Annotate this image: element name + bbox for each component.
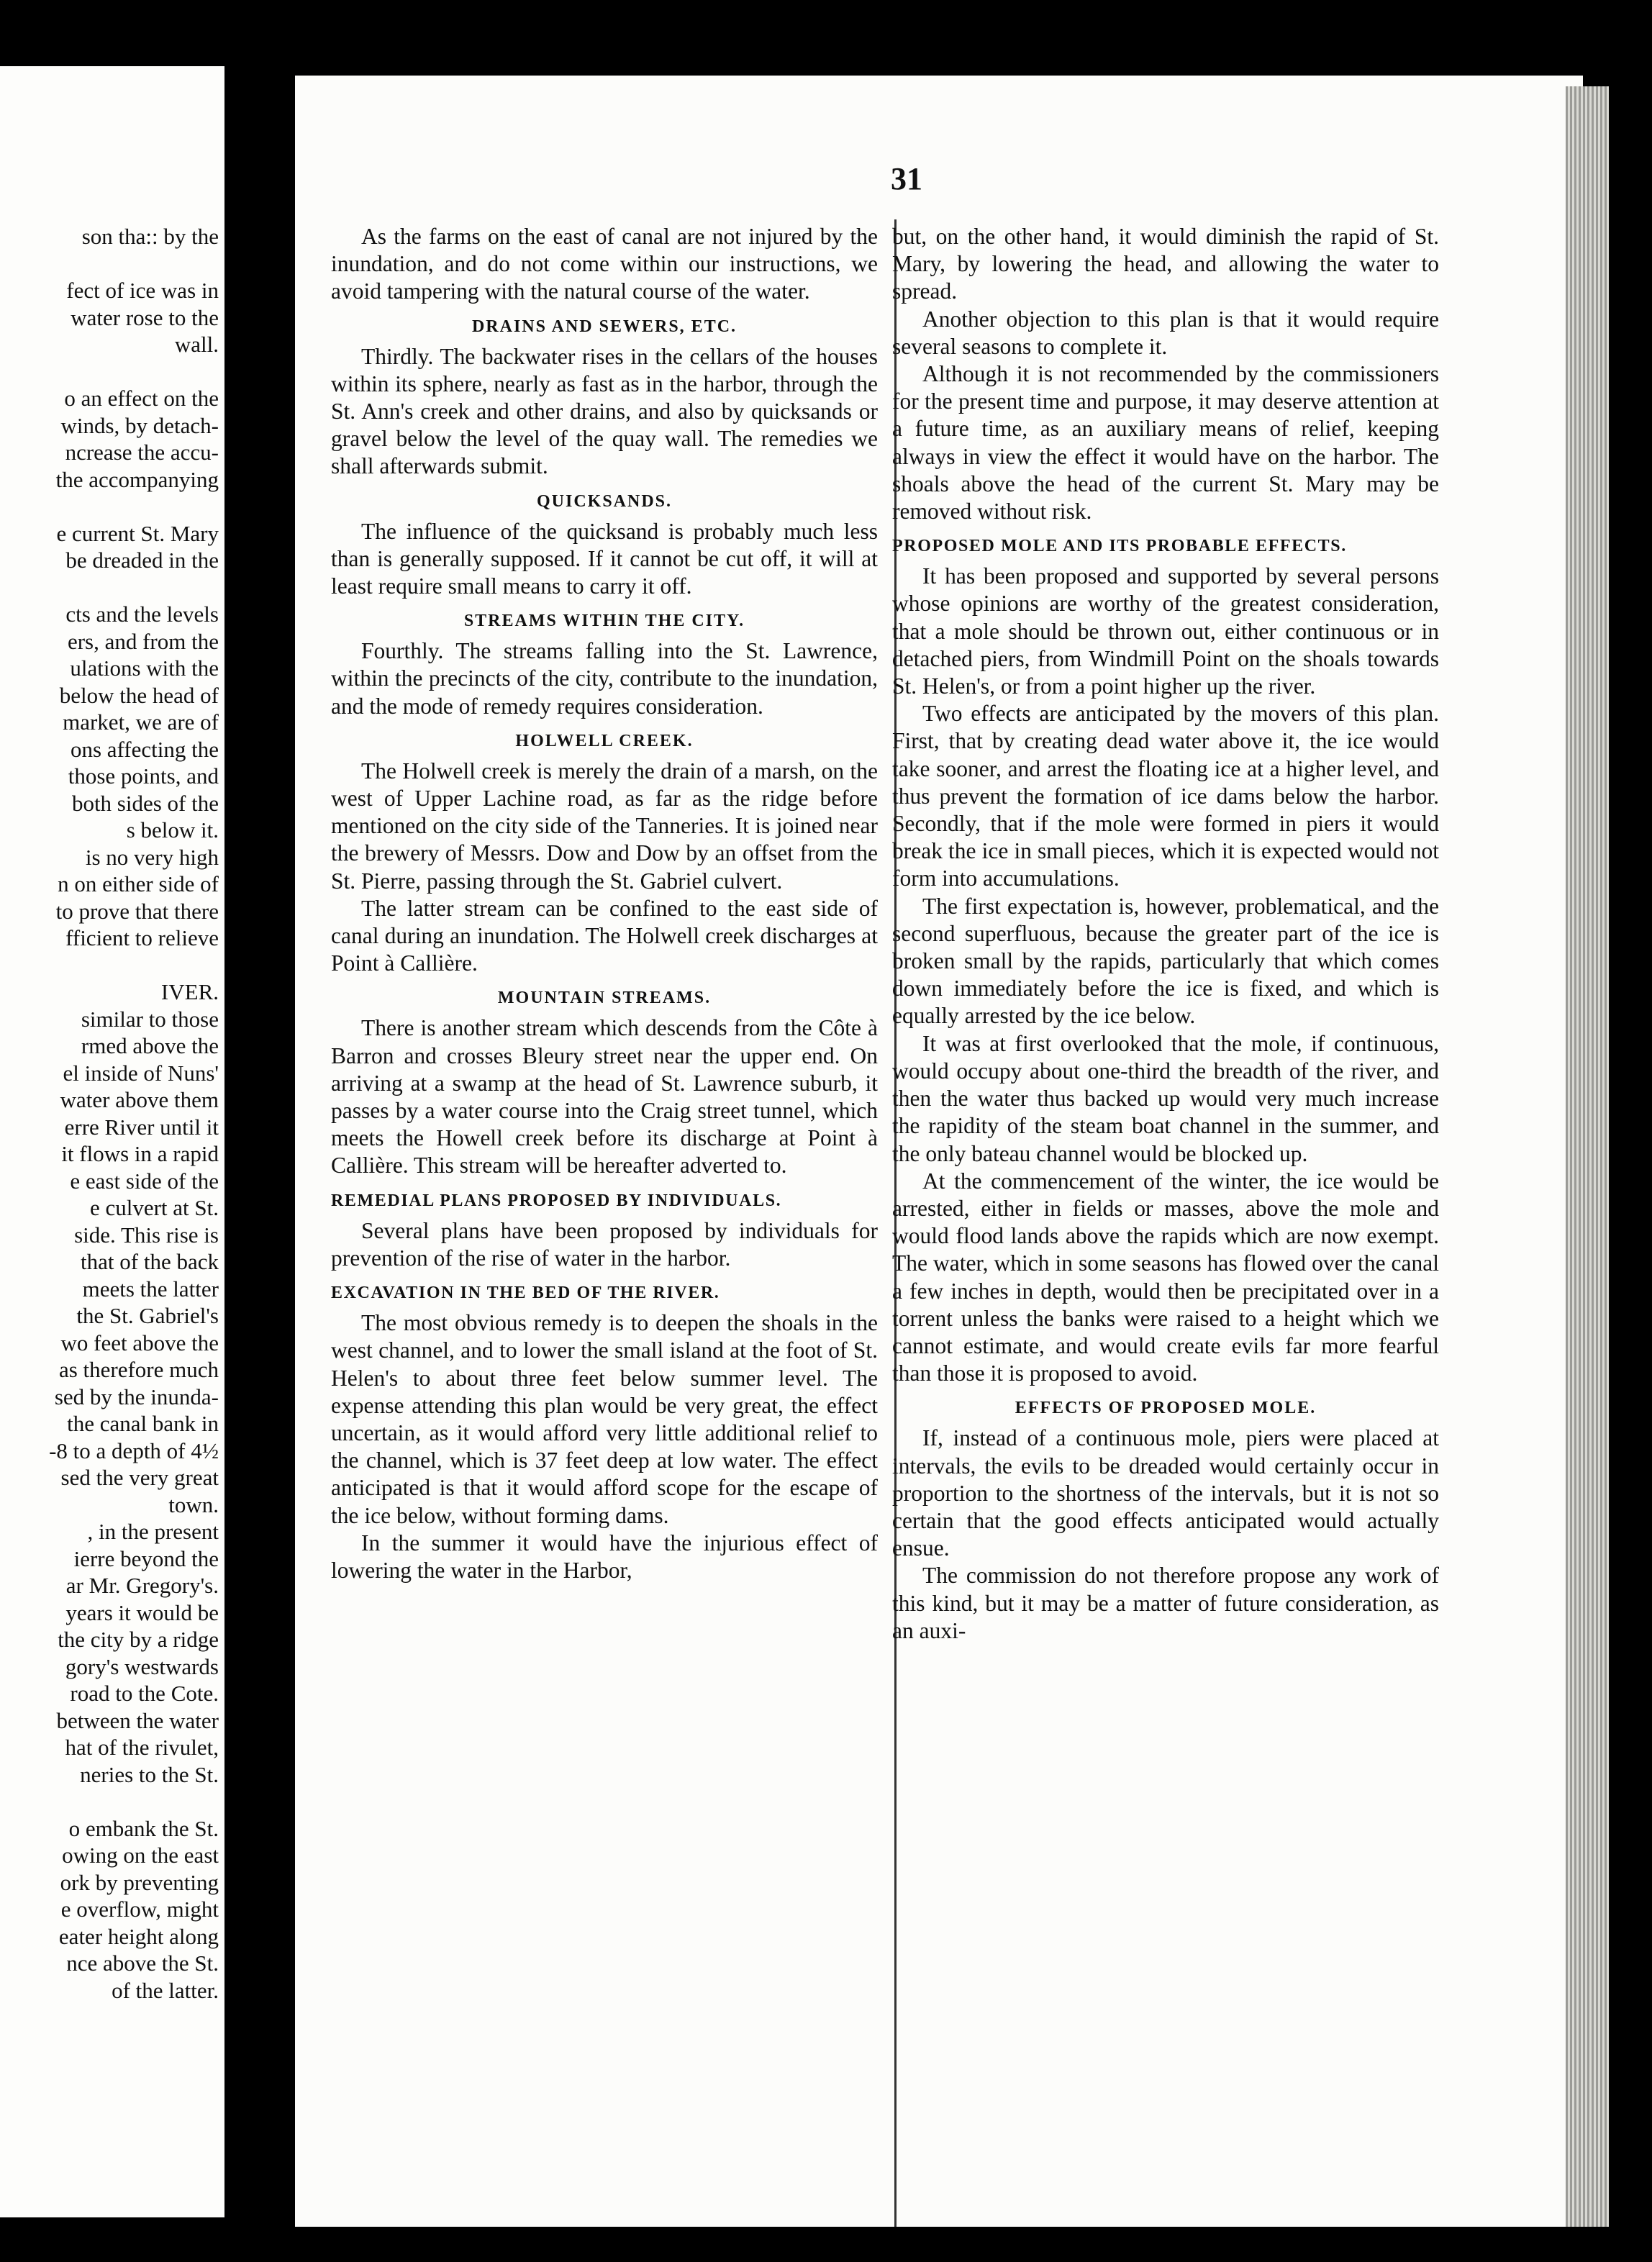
- section-heading: REMEDIAL PLANS PROPOSED BY INDIVIDUALS.: [331, 1191, 782, 1210]
- facing-page-line: winds, by detach-: [60, 412, 219, 438]
- facing-page-line: is no very high: [85, 844, 219, 870]
- page: [295, 76, 1583, 2227]
- facing-page-line: sed by the inunda-: [54, 1384, 219, 1409]
- facing-page-line: owing on the east: [62, 1843, 219, 1868]
- facing-page-line: water above them: [60, 1087, 219, 1112]
- facing-page-line: it flows in a rapid: [61, 1141, 219, 1166]
- facing-page-line: ons affecting the: [70, 736, 219, 762]
- paragraph: Thirdly. The backwater rises in the cellars of the houses within its sphere, nearly as fast as in the harbor, through the St. Ann's creek and other drains, and also by quicksands or gravel below the level of the quay wall. The remedies we shall afterwards submit.: [331, 343, 878, 479]
- facing-page-line: o embank the St.: [68, 1815, 219, 1841]
- facing-page-line: e east side of the: [70, 1168, 219, 1194]
- paragraph: but, on the other hand, it would diminish the rapid of St. Mary, by lowering the head, and allowing the water to spread.: [892, 224, 1439, 304]
- facing-page-line: between the water: [56, 1707, 219, 1733]
- facing-page-line: that of the back: [81, 1249, 219, 1274]
- facing-page-line: gory's westwards: [65, 1653, 219, 1679]
- paragraph: At the commencement of the winter, the ice would be arrested, either in fields or masses, above the mole and would flood lands above the rapids which are now exempt. The water, which in some seasons has flowed over the canal a few inches in depth, would then be precipitated over in a torrent unless the banks were raised to a height which we cannot estimate, and would create evils far more fearful than those it is proposed to avoid.: [892, 1168, 1439, 1386]
- facing-page-line: , in the present: [87, 1519, 219, 1544]
- facing-page-line: road to the Cote.: [70, 1681, 219, 1706]
- paragraph: The latter stream can be confined to the east side of canal during an inundation. The Holwell creek discharges at Point à Callière.: [331, 895, 878, 976]
- facing-page-line: similar to those: [81, 1006, 219, 1032]
- facing-page-line: ncrease the accu-: [65, 440, 219, 465]
- facing-page-line: neries to the St.: [80, 1761, 219, 1787]
- facing-page-line: meets the latter: [82, 1276, 219, 1302]
- section-heading: EFFECTS OF PROPOSED MOLE.: [1015, 1399, 1317, 1418]
- facing-page-line: as therefore much: [58, 1357, 219, 1382]
- facing-page-line: [0, 493, 219, 520]
- paragraph: Fourthly. The streams falling into the St. Lawrence, within the precincts of the city, contribute to the inundation, and the mode of remedy requires consideration.: [331, 638, 878, 719]
- paragraph: In the summer it would have the injurious effect of lowering the water in the Harbor,: [331, 1530, 878, 1583]
- facing-page-line: son tha:: by the: [81, 224, 219, 249]
- facing-page-line: eater height along: [58, 1923, 219, 1949]
- facing-page-line: ulations with the: [70, 655, 219, 681]
- facing-page-line: those points, and: [68, 763, 219, 789]
- facing-page-line: water rose to the: [71, 304, 219, 330]
- paragraph: Several plans have been proposed by individuals for prevention of the rise of water in the harbor.: [331, 1217, 878, 1271]
- facing-page-line: nce above the St.: [66, 1950, 219, 1976]
- paragraph: The influence of the quicksand is probably much less than is generally supposed. If it cannot be cut off, it will at least require small means to carry it off.: [331, 518, 878, 599]
- section-heading: QUICKSANDS.: [536, 491, 673, 511]
- facing-page-line: e current St. Mary: [56, 520, 219, 546]
- section-heading: STREAMS WITHIN THE CITY.: [463, 612, 745, 631]
- paragraph: Two effects are anticipated by the movers of this plan. First, that by creating dead water above it, the ice would take sooner, and arrest the floating ice at a higher level, and thus prevent the formation of ice dams below the harbor. Secondly, that if the mole were formed in piers it would break the ice in small pieces, which it is expected would not form into accumulations.: [892, 701, 1439, 891]
- section-heading: EXCAVATION IN THE BED OF THE RIVER.: [331, 1284, 720, 1303]
- section-heading: PROPOSED MOLE AND ITS PROBABLE EFFECTS.: [892, 537, 1347, 556]
- facing-page-line: years it would be: [65, 1599, 219, 1625]
- left-column: [331, 223, 878, 1584]
- facing-page-line: s below it.: [126, 817, 219, 842]
- facing-page-line: the canal bank in: [67, 1411, 219, 1436]
- paragraph: As the farms on the east of canal are not injured by the inundation, and do not come within our instructions, we avoid tampering with the natural course of the water.: [331, 224, 878, 304]
- facing-page-text: [0, 223, 219, 2004]
- paragraph: There is another stream which descends from the Côte à Barron and crosses Bleury street near the upper end. On arriving at a swamp at the head of St. Lawrence suburb, it passes by a water course into the Craig street tunnel, which meets the Howell creek before its discharge at Point à Callière. This stream will be hereafter adverted to.: [331, 1015, 878, 1178]
- paragraph: The first expectation is, however, problematical, and the second superfluous, because the greater part of the ice is broken small by the rapids, particularly that which comes down immediately before the ice is fixed, and which is equally arrested by the ice below.: [892, 893, 1439, 1029]
- facing-page-line: IVER.: [160, 979, 219, 1004]
- facing-page-line: [0, 250, 219, 278]
- paragraph: If, instead of a continuous mole, piers were placed at intervals, the evils to be dreaded would certainly occur in proportion to the shortness of the intervals, but it is not so certain that the good effects anticipated would actually ensue.: [892, 1425, 1439, 1561]
- facing-page-line: market, we are of: [63, 709, 219, 735]
- facing-page-line: hat of the rivulet,: [65, 1735, 219, 1760]
- facing-page-line: fficient to relieve: [65, 925, 219, 950]
- facing-page-line: n on either side of: [58, 871, 219, 896]
- facing-page-line: o an effect on the: [64, 386, 219, 411]
- facing-page-line: [0, 574, 219, 601]
- facing-page-line: erre River until it: [64, 1114, 219, 1140]
- facing-page-line: both sides of the: [71, 790, 219, 816]
- facing-page-line: ierre beyond the: [73, 1545, 219, 1571]
- paragraph: The most obvious remedy is to deepen the shoals in the west channel, and to lower the small island at the foot of St. Helen's to about three feet below summer level. The expense attending this plan would be very great, the effect uncertain, as it would afford very little additional relief to the channel, which is 37 feet deep at low water. The effect anticipated is that it would afford scope for the escape of the ice below, without forming dams.: [331, 1310, 878, 1528]
- paragraph: It was at first overlooked that the mole, if continuous, would occupy about one-third the breadth of the river, and then the water thus backed up would very much increase the rapidity of the steam boat channel in the summer, and the only bateau channel would be blocked up.: [892, 1030, 1439, 1166]
- facing-page-line: sed the very great: [60, 1465, 219, 1490]
- facing-page-line: town.: [168, 1491, 219, 1517]
- paragraph: The commission do not therefore propose any work of this kind, but it may be a matter of future consideration, as an auxi-: [892, 1563, 1439, 1643]
- facing-page-line: of the latter.: [112, 1977, 219, 2003]
- facing-page-line: to prove that there: [55, 898, 219, 924]
- facing-page-line: cts and the levels: [65, 601, 219, 627]
- paragraph: It has been proposed and supported by several persons whose opinions are worthy of the greatest consideration, that a mole should be thrown out, either continuous or in detached piers, from Windmill Point on the shoals towards St. Helen's, or from a point higher up the river.: [892, 563, 1439, 699]
- facing-page-line: the city by a ridge: [58, 1627, 219, 1652]
- facing-page-line: [0, 952, 219, 979]
- facing-page-line: [0, 1788, 219, 1815]
- facing-page-line: fect of ice was in: [66, 278, 219, 303]
- section-heading: MOUNTAIN STREAMS.: [497, 989, 712, 1008]
- facing-page-line: the accompanying: [55, 466, 219, 492]
- facing-page-fragment: [0, 66, 224, 2217]
- facing-page-line: -8 to a depth of 4½: [49, 1437, 219, 1463]
- facing-page-line: e culvert at St.: [89, 1195, 219, 1220]
- section-heading: DRAINS AND SEWERS, ETC.: [471, 317, 738, 336]
- section-heading: HOLWELL CREEK.: [515, 731, 694, 750]
- facing-page-line: ork by preventing: [60, 1869, 219, 1895]
- facing-page-line: ers, and from the: [67, 628, 219, 654]
- right-column: [892, 223, 1439, 1645]
- facing-page-line: side. This rise is: [74, 1222, 219, 1248]
- facing-page-line: e overflow, might: [60, 1897, 219, 1922]
- paragraph: The Holwell creek is merely the drain of a marsh, on the west of Upper Lachine road, as far as the ridge before mentioned on the city side of the Tanneries. It is joined near the brewery of Messrs. Dow and Dow by an offset from the St. Pierre, passing through the St. Gabriel culvert.: [331, 758, 878, 894]
- facing-page-line: wo feet above the: [60, 1330, 219, 1355]
- facing-page-line: be dreaded in the: [65, 548, 219, 573]
- paragraph: Although it is not recommended by the commissioners for the present time and purpose, it may deserve attention at a future time, as an auxiliary means of relief, keeping always in view the effect it would have on the harbor. The shoals above the head of the current St. Mary may be removed without risk.: [892, 361, 1439, 524]
- paragraph: Another objection to this plan is that it would require several seasons to complete it.: [892, 306, 1439, 359]
- facing-page-line: wall.: [174, 332, 219, 357]
- facing-page-line: rmed above the: [81, 1033, 219, 1058]
- facing-page-line: [0, 358, 219, 386]
- page-number: 31: [891, 161, 922, 196]
- facing-page-line: below the head of: [59, 682, 219, 708]
- facing-page-line: el inside of Nuns': [63, 1060, 219, 1086]
- page-edge: [1566, 86, 1609, 2227]
- facing-page-line: ar Mr. Gregory's.: [65, 1573, 219, 1598]
- facing-page-line: the St. Gabriel's: [76, 1303, 219, 1328]
